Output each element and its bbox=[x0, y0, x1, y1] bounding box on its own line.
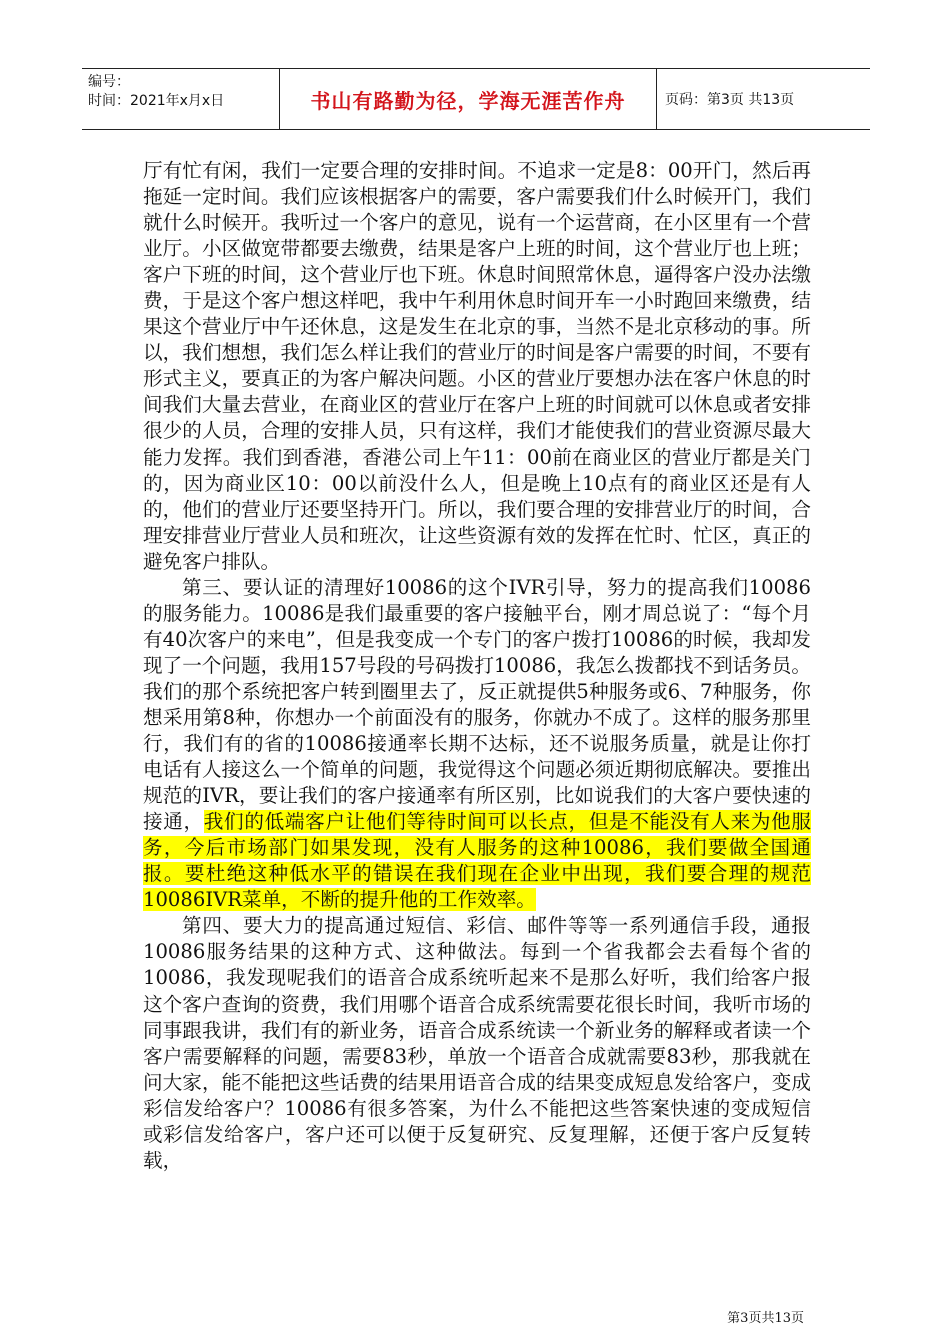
document-time-label: 时间：2021年x月x日 bbox=[88, 93, 225, 109]
highlighted-text: 我们的低端客户让他们等待时间可以长点，但是不能没有人来为他服务，今后市场部门如果发现，没有人服务的这种10086，我们要做全国通报。要杜绝这种低水平的错误在我们现在企业中出现，我们要合理的规范10086IVR菜单，不断的提升他的工作效率。 bbox=[143, 810, 812, 912]
paragraph-1: 厅有忙有闲，我们一定要合理的安排时间。不追求一定是8：00开门，然后再拖延一定时间。我们应该根据客户的需要，客户需要我们什么时候开门，我们就什么时候开。我听过一个客户的意见，说有一个运营商，在小区里有一个营业厅。小区做宽带都要去缴费，结果是客户上班的时间，这个营业厅也上班；客户下班的时间，这个营业厅也下班。休息时间照常休息，逼得客户没办法缴费，于是这个客户想这样吧，我中午利用休息时间开车一小时跑回来缴费，结果这个营业厅中午还休息，这是发生在北京的事，当然不是北京移动的事。所以，我们想想，我们怎么样让我们的营业厅的时间是客户需要的时间，不要有形式主义，要真正的为客户解决问题。小区的营业厅要想办法在客户休息的时间我们大量去营业，在商业区的营业厅在客户上班的时间就可以休息或者安排很少的人员，合理的安排人员，只有这样，我们才能使我们的营业资源尽最大能力发挥。我们到香港，香港公司上午11：00前在商业区的营业厅都是关门的，因为商业区10：00以前没什么人，但是晚上10点有的商业区还是有人的，他们的营业厅还要坚持开门。所以，我们要合理的安排营业厅的时间，合理安排营业厅营业人员和班次，让这些资源有效的发挥在忙时、忙区，真正的避免客户排队。 bbox=[143, 159, 811, 573]
page-header bbox=[82, 68, 870, 130]
header-page-number: 页码：第3页 共13页 bbox=[665, 92, 795, 108]
paragraph-2-text: 第三、要认证的清理好10086的这个IVR引导，努力的提高我们10086的服务能力。10086是我们最重要的客户接触平台，刚才周总说了：“每个月有40次客户的来电”，但是我变成一个专门的客户拨打10086的时候，我却发现了一个问题，我用157号段的号码拨打10086，我怎么拨都找不到话务员。我们的那个系统把客户转到圈里去了，反正就提供5种服务或6、7种服务，你想采用第8种，你想办一个前面没有的服务，你就办不成了。这样的服务那里行，我们有的省的10086接通率长期不达标，还不说服务质量，就是让你打电话有人接这么一个简单的问题，我觉得这个问题必须近期彻底解决。要推出规范的IVR，要让我们的客户接通率有所区别，比如说我们的大客户要快速的接通， bbox=[143, 575, 811, 834]
page-footer: 第3页共13页 bbox=[727, 1311, 804, 1326]
header-motto: 书山有路勤为径，学海无涯苦作舟 bbox=[280, 69, 657, 129]
header-meta bbox=[82, 69, 280, 129]
paragraph-3: 第四、要大力的提高通过短信、彩信、邮件等等一系列通信手段，通报10086服务结果的这种方式、这种做法。每到一个省我都会去看每个省的10086，我发现呢我们的语音合成系统听起来不是那么好听，我们给客户报这个客户查询的资费，我们用哪个语音合成系统需要花很长时间，我听市场的同事跟我讲，我们有的新业务，语音合成系统读一个新业务的解释或者读一个客户需要解释的问题，需要83秒，单放一个语音合成就需要83秒，那我就在问大家，能不能把这些话费的结果用语音合成的结果变成短息发给客户，变成彩信发给客户？10086有很多答案，为什么不能把这些答案快速的变成短信或彩信发给客户，客户还可以便于反复研究、反复理解，还便于客户反复转载， bbox=[143, 914, 811, 1172]
document-body bbox=[143, 158, 811, 1174]
document-number-label: 编号： bbox=[88, 74, 130, 90]
paragraph-2 bbox=[143, 575, 811, 914]
